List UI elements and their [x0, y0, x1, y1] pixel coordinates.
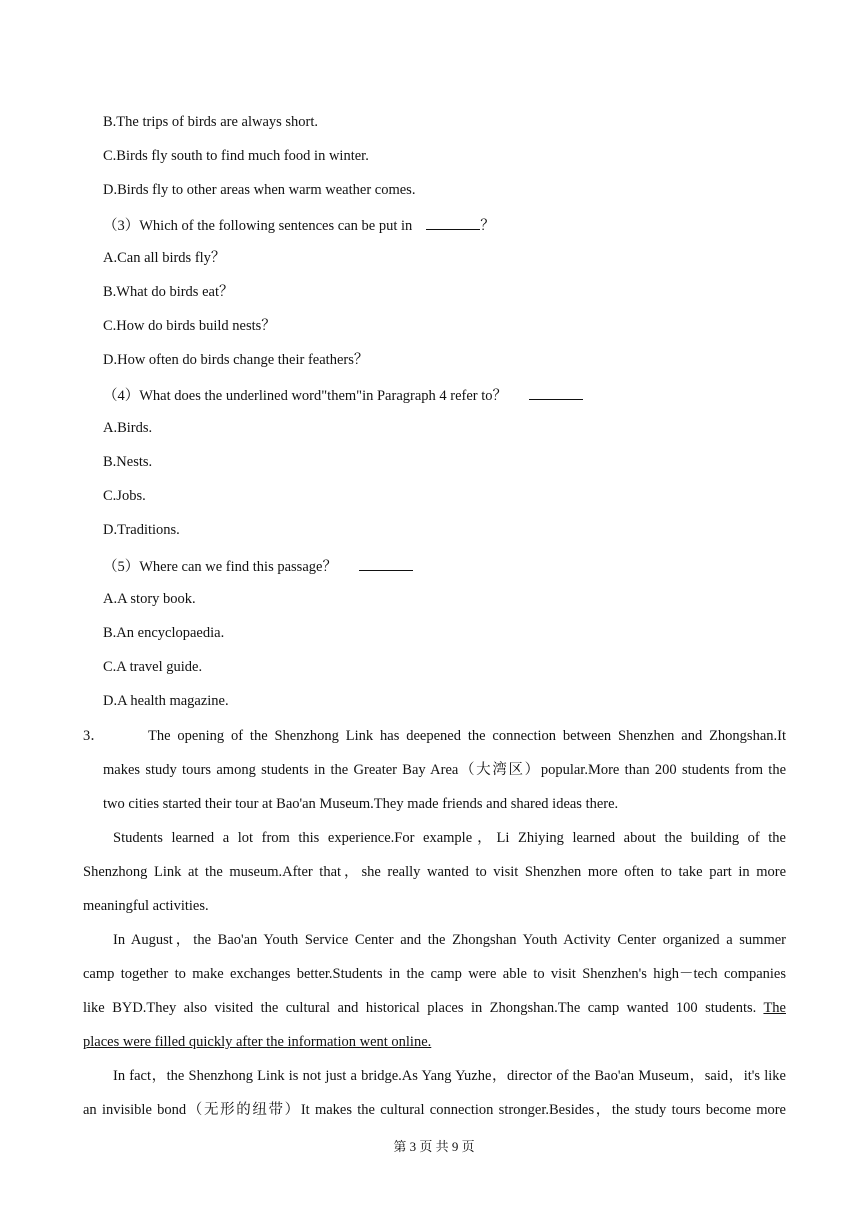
underlined-sentence: places were filled quickly after the information went online. — [83, 1034, 432, 1050]
passage-line: meaningful activities. — [83, 898, 209, 914]
answer-blank — [426, 215, 480, 230]
q2-2-option-b: B.The trips of birds are always short. — [103, 114, 319, 130]
q2-2-option-d: D.Birds fly to other areas when warm weather comes. — [103, 182, 416, 198]
passage-text: like BYD.They also visited the cultural and historical places in Zhongshan.The camp wanted 100 students. — [83, 1000, 757, 1016]
q2-4-option-b: B.Nests. — [103, 454, 153, 470]
page-footer: 第 3 页 共 9 页 — [393, 1139, 475, 1154]
q2-3-stem — [103, 215, 495, 235]
q2-4-stem-text: （4）What does the underlined word"them"in Paragraph 4 refer to？ — [103, 388, 508, 404]
q2-3-option-d: D.How often do birds change their feathers？ — [103, 352, 369, 368]
passage-line: camp together to make exchanges better.Students in the camp were able to visit Shenzhen's high－tech companies — [83, 966, 786, 982]
q2-5-stem — [103, 556, 413, 576]
underlined-sentence: The — [763, 1000, 786, 1016]
answer-blank — [529, 385, 583, 400]
passage-line — [83, 999, 786, 1017]
passage-line: In August，the Bao'an Youth Service Center and the Zhongshan Youth Activity Center organized a summer — [113, 932, 786, 948]
passage-line: makes study tours among students in the Greater Bay Area（大湾区）popular.More than 200 students from the — [103, 762, 786, 778]
q2-5-stem-text: （5）Where can we find this passage？ — [103, 559, 337, 575]
passage-line: Shenzhong Link at the museum.After that，she really wanted to visit Shenzhen more often to take part in more — [83, 864, 786, 880]
q2-4-option-c: C.Jobs. — [103, 488, 146, 504]
q2-4-option-a: A.Birds. — [103, 420, 153, 436]
q2-3-option-c: C.How do birds build nests？ — [103, 318, 276, 334]
passage-line: The opening of the Shenzhong Link has deepened the connection between Shenzhen and Zhongshan.It — [148, 728, 786, 744]
passage-line: In fact，the Shenzhong Link is not just a bridge.As Yang Yuzhe，director of the Bao'an Museum，said，it's like — [113, 1068, 786, 1084]
q2-5-option-c: C.A travel guide. — [103, 659, 203, 675]
q2-5-option-d: D.A health magazine. — [103, 693, 229, 709]
passage-line: Students learned a lot from this experience.For example，Li Zhiying learned about the building of the — [113, 830, 786, 846]
q2-4-option-d: D.Traditions. — [103, 522, 180, 538]
q2-3-option-a: A.Can all birds fly？ — [103, 250, 226, 266]
q2-3-option-b: B.What do birds eat？ — [103, 284, 234, 300]
q2-5-option-b: B.An encyclopaedia. — [103, 625, 225, 641]
q2-5-option-a: A.A story book. — [103, 591, 196, 607]
q2-3-stem-text: （3）Which of the following sentences can be put in — [103, 218, 413, 234]
passage-line: two cities started their tour at Bao'an Museum.They made friends and shared ideas there. — [103, 796, 619, 812]
q2-4-stem — [103, 385, 583, 405]
question-number: 3． — [83, 728, 105, 744]
passage-line: an invisible bond（无形的纽带）It makes the cultural connection stronger.Besides，the study tours become more — [83, 1102, 786, 1118]
answer-blank — [359, 556, 413, 571]
q2-3-stem-tail: ？ — [480, 218, 495, 234]
q2-2-option-c: C.Birds fly south to find much food in winter. — [103, 148, 369, 164]
